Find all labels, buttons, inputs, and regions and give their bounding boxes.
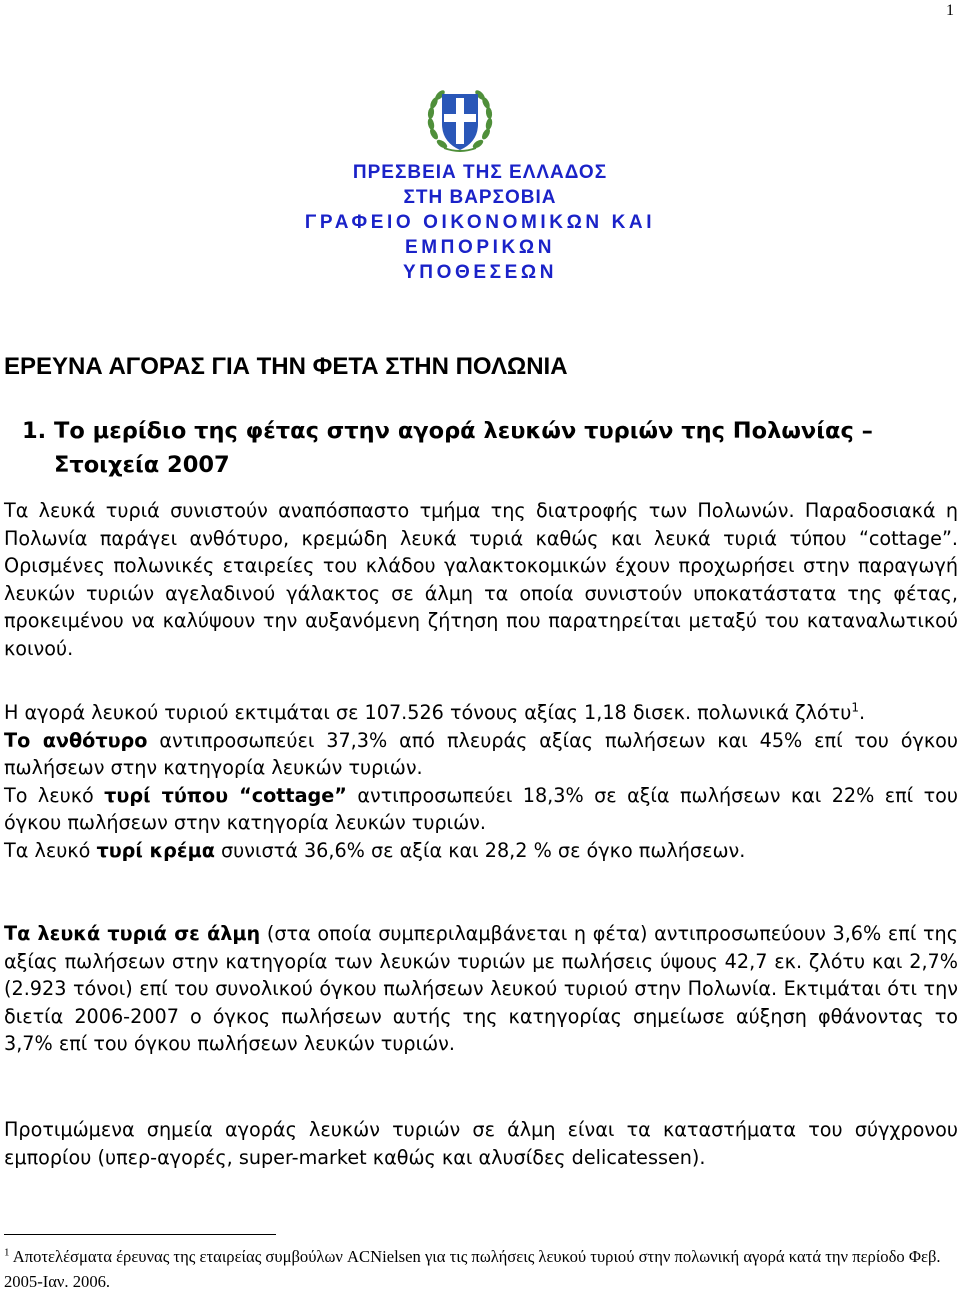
page-number: 1 — [946, 2, 954, 19]
footnote-text: Αποτελέσματα έρευνας της εταιρείας συμβούλων ACNielsen για τις πωλήσεις λευκού τυριού στην πολωνική αγορά κατά την περίοδο Φεβ. 2005-Ιαν. 2006. — [4, 1247, 941, 1291]
paragraph-brine-cheese — [4, 920, 958, 1058]
cottage-label: τυρί τύπου “cottage” — [104, 783, 347, 807]
greek-coat-of-arms-icon — [424, 84, 496, 156]
anthotyro-text: αντιπροσωπεύει 37,3% από πλευράς αξίας πωλήσεων και 45% επί του όγκου πωλήσεων στην κατηγορία λευκών τυριών. — [4, 728, 958, 779]
office-name-line1: ΓΡΑΦΕΙΟ ΟΙΚΟΝΟΜΙΚΩΝ ΚΑΙ — [304, 212, 656, 233]
office-name-line3: ΥΠΟΘΕΣΕΩΝ — [402, 262, 558, 283]
market-size-end: . — [858, 701, 866, 724]
cream-label: τυρί κρέμα — [96, 838, 215, 862]
brine-cheese-label: Τα λευκά τυριά σε άλμη — [4, 922, 261, 945]
embassy-header — [280, 160, 680, 285]
footnote — [4, 1244, 954, 1294]
anthotyro-label: Το ανθότυρο — [4, 728, 148, 752]
footnote-divider — [4, 1234, 276, 1235]
footnote-ref: 1 — [851, 700, 859, 715]
embassy-city: ΣΤΗ ΒΑΡΣΟΒΙΑ — [403, 187, 557, 208]
brine-cheese-text: (στα οποία συμπεριλαμβάνεται η φέτα) αντιπροσωπεύουν 3,6% επί της αξίας πωλήσεων στην κατηγορία των λευκών τυριών με πωλήσεις ύψους 42,7 εκ. ζλότυ και 2,7% (2.923 τόνοι) επί του συνολικού όγκου πωλήσεων λευκού τυριού στην Πολωνία. Εκτιμάται ότι την διετία 2006-2007 ο όγκος πωλήσεων αυτής της κατηγορίας σημείωσε αύξηση φθάνοντας το 3,7% επί του όγκου πωλήσεων λευκών τυριών. — [4, 922, 958, 1055]
cream-prefix: Τα λευκό — [4, 838, 97, 862]
section-heading — [22, 414, 902, 482]
document-title: ΕΡΕΥΝΑ ΑΓΟΡΑΣ ΓΙΑ ΤΗΝ ΦΕΤΑ ΣΤΗΝ ΠΟΛΩΝΙΑ — [4, 353, 568, 380]
section-heading-text: Το μερίδιο της φέτας στην αγορά λευκών τυριών της Πολωνίας – Στοιχεία 2007 — [54, 418, 873, 478]
paragraph-points-of-sale: Προτιμώμενα σημεία αγοράς λευκών τυριών σε άλμη είναι τα καταστήματα του σύγχρονου εμπορίου (υπερ-αγορές, super-market καθώς και αλυσίδες delicatessen). — [4, 1118, 958, 1169]
cottage-text: αντιπροσωπεύει 18,3% σε αξία πωλήσεων και 22% επί του όγκου πωλήσεων στην κατηγορία λευκών τυριών. — [4, 783, 958, 834]
footnote-number: 1 — [4, 1246, 10, 1259]
paragraph-intro: Τα λευκά τυριά συνιστούν αναπόσπαστο τμήμα της διατροφής των Πολωνών. Παραδοσιακά η Πολωνία παράγει ανθότυρο, κρεμώδη λευκά τυριά καθώς και λευκά τυριά τύπου “cottage”. Ορισμένες πολωνικές εταιρείες του κλάδου γαλακτοκομικών έχουν προχωρήσει στην παραγωγή λευκών τυριών αγελαδινού γάλακτος σε άλμη τα οποία συνιστούν υποκατάστατα της φέτας, προκειμένου να καλύψουν την αυξανόμενη ζήτηση που παρατηρείται μεταξύ του καταναλωτικού κοινού. — [4, 499, 958, 660]
cream-text: συνιστά 36,6% σε αξία και 28,2 % σε όγκο πωλήσεων. — [214, 838, 746, 862]
market-size-text: Η αγορά λευκού τυριού εκτιμάται σε 107.526 τόνους αξίας 1,18 δισεκ. πολωνικά ζλότυ — [4, 701, 852, 724]
cottage-prefix: Το λευκό — [4, 783, 105, 807]
embassy-name: ΠΡΕΣΒΕΙΑ ΤΗΣ ΕΛΛΑΔΟΣ — [352, 162, 608, 183]
paragraph-market-stats — [4, 699, 958, 864]
office-name-line2: ΕΜΠΟΡΙΚΩΝ — [404, 237, 556, 258]
section-number: 1. — [22, 418, 47, 444]
